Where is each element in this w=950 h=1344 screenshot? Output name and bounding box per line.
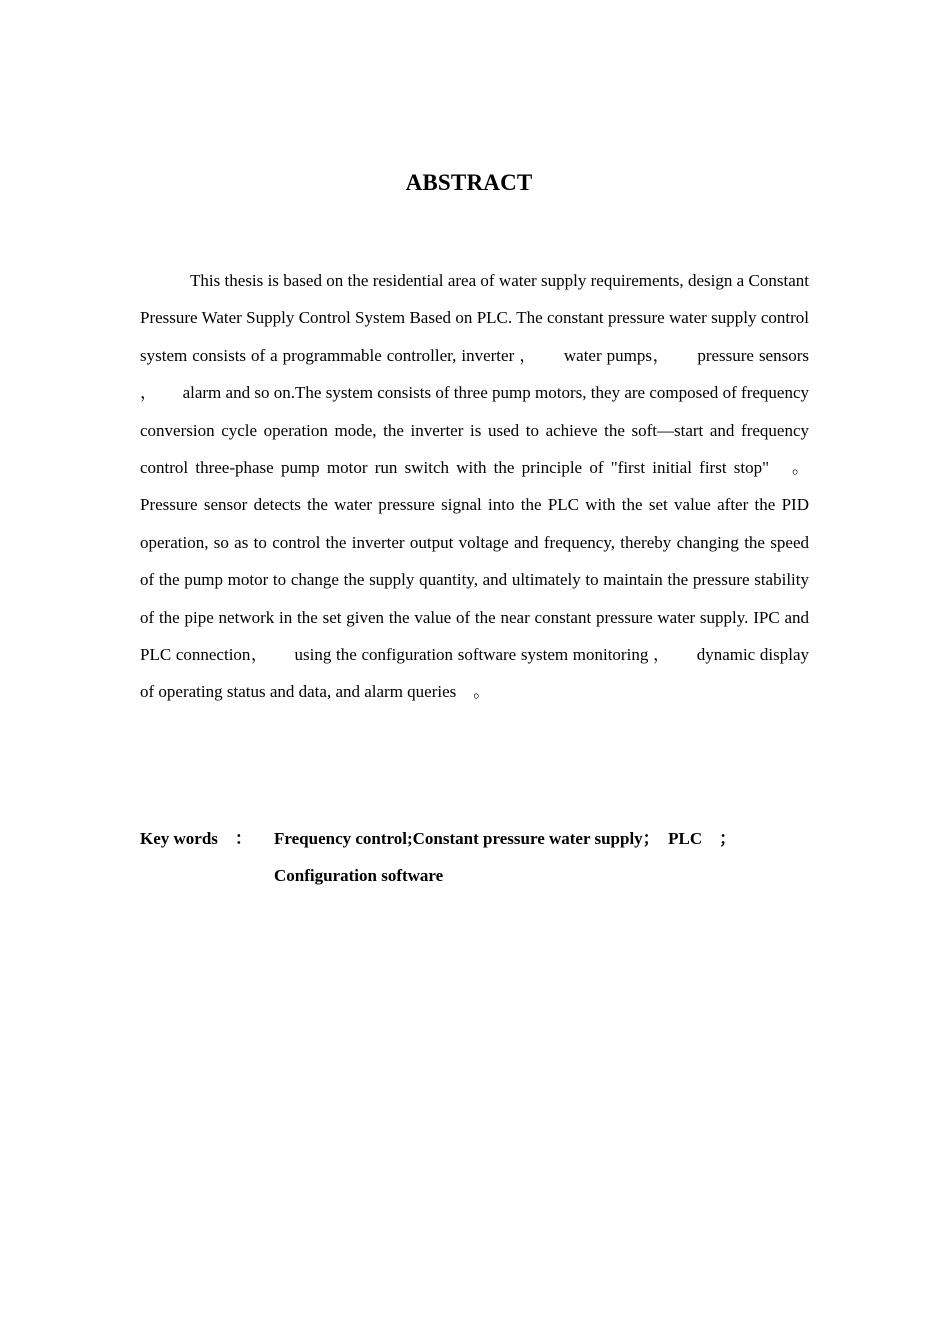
keywords-line-2: Configuration software — [274, 866, 444, 886]
abstract-paragraph: This thesis is based on the residential area of water supply requirements, design a Constant Pressure Water Supply Control System Based on PLC. The constant pressure water supply control system consists of a programmable controller, inverter ， water pumps， pressure sensors ， alarm and so on.The system consists of three pump motors, they are composed of frequency conversion cycle operation mode, the inverter is used to achieve the soft—start and frequency control three-phase pump motor run switch with the principle of "first initial first stop" 。 Pressure sensor detects the water pressure signal into the PLC with the set value after the PID operation, so as to control the inverter output voltage and frequency, thereby changing the speed of the pump motor to change the supply quantity, and ultimately to maintain the pressure stability of the pipe network in the set given the value of the near constant pressure water supply. IPC and PLC connection， using the configuration software system monitoring ， dynamic display of operating status and data, and alarm queries 。 — [140, 271, 809, 702]
abstract-body — [140, 262, 809, 711]
keywords-line-1: Frequency control;Constant pressure water supply； PLC ； — [274, 829, 737, 848]
keywords-values — [274, 820, 814, 895]
abstract-title: ABSTRACT — [405, 170, 533, 195]
keywords-label: Key words ： — [140, 829, 252, 848]
